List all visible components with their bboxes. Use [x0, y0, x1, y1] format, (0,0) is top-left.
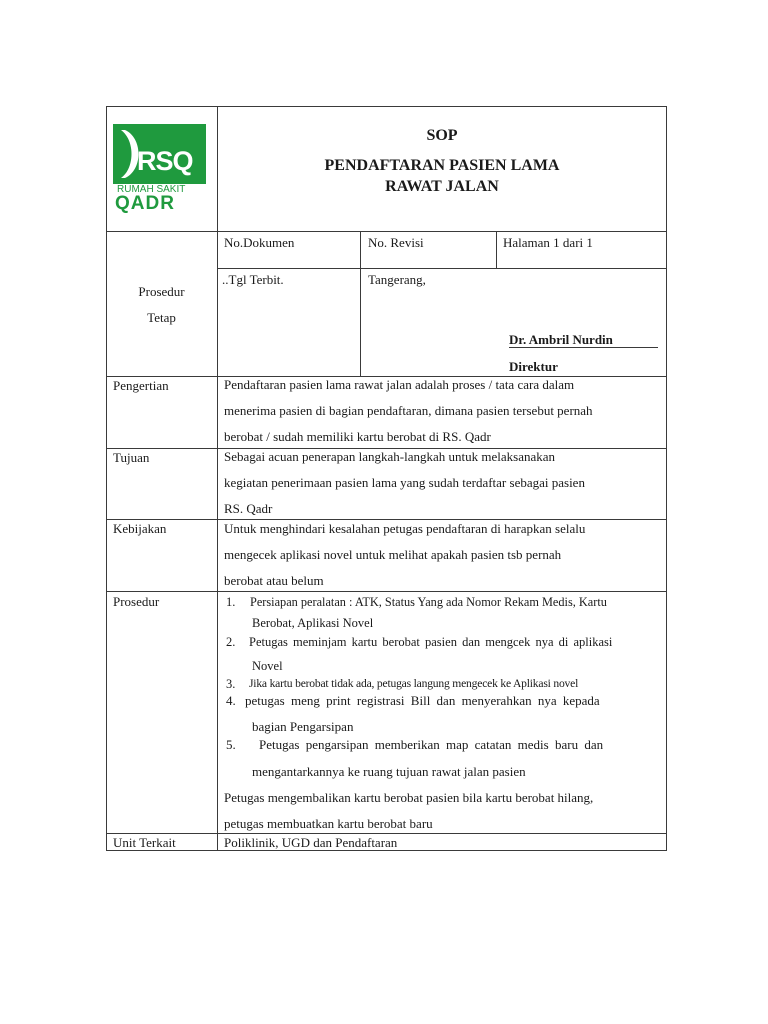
step-1-line-1: Persiapan peralatan : ATK, Status Yang ada Nomor Rekam Medis, Kartu	[250, 595, 607, 609]
step-5-line-1: Petugas pengarsipan memberikan map catatan medis baru dan	[259, 737, 604, 752]
signer-title: Direktur	[509, 359, 558, 374]
tujuan-line-3: RS. Qadr	[224, 501, 273, 516]
header-bottom-line	[106, 231, 667, 232]
unit-terkait-label: Unit Terkait	[113, 835, 176, 850]
title-line-2: RAWAT JALAN	[385, 178, 499, 195]
step-4-num: 4.	[226, 693, 236, 708]
table-border-left	[106, 106, 107, 851]
hospital-logo	[113, 124, 206, 214]
kebijakan-line-3: berobat atau belum	[224, 573, 324, 588]
step-4-line-2: bagian Pengarsipan	[252, 719, 354, 734]
step-2-line-1: Petugas meminjam kartu berobat pasien dan mengcek nya di aplikasi	[249, 635, 613, 649]
step-2-line-2: Novel	[252, 659, 283, 673]
signer-name: Dr. Ambril Nurdin	[509, 332, 613, 347]
logo-line2: QADR	[115, 193, 175, 214]
title-line-1: PENDAFTARAN PASIEN LAMA	[324, 157, 560, 174]
tujuan-line-1: Sebagai acuan penerapan langkah-langkah untuk melaksanakan	[224, 449, 555, 464]
step-4-line-1: petugas meng print registrasi Bill dan menyerahkan nya kepada	[245, 693, 600, 708]
pengertian-text	[224, 372, 593, 450]
prosedur-footer	[224, 785, 593, 837]
prosedur-tetap-label-2: Tetap	[147, 310, 176, 325]
tgl-terbit-label: ..Tgl Terbit.	[222, 272, 284, 287]
step-3-line-1: Jika kartu berobat tidak ada, petugas langung mengecek ke Aplikasi novel	[249, 677, 579, 690]
step-3-num: 3.	[226, 677, 236, 691]
table-border-right	[666, 106, 667, 851]
meta-row-line	[217, 268, 667, 269]
meta-divider-1	[360, 231, 361, 269]
pengertian-line-2: menerima pasien di bagian pendaftaran, dimana pasien tersebut pernah	[224, 403, 593, 418]
step-1-num: 1.	[226, 595, 236, 609]
tujuan-line-2: kegiatan penerimaan pasien lama yang sudah terdaftar sebagai pasien	[224, 475, 585, 490]
kebijakan-label: Kebijakan	[113, 521, 167, 536]
tempat-label: Tangerang,	[368, 272, 426, 287]
pengertian-label: Pengertian	[113, 378, 169, 393]
kebijakan-text	[224, 516, 585, 594]
prosedur-footer-line-1: Petugas mengembalikan kartu berobat pasien bila kartu berobat hilang,	[224, 790, 594, 805]
prosedur-label: Prosedur	[113, 594, 160, 609]
title-sop: SOP	[426, 127, 458, 144]
step-1-line-2: Berobat, Aplikasi Novel	[252, 616, 374, 630]
kebijakan-line-1: Untuk menghindari kesalahan petugas pendaftaran di harapkan selalu	[224, 521, 586, 536]
unit-terkait-value: Poliklinik, UGD dan Pendaftaran	[224, 835, 398, 850]
tujuan-text	[224, 444, 585, 522]
pengertian-line-3: berobat / sudah memiliki kartu berobat di RS. Qadr	[224, 429, 491, 444]
logo-mark: RSQ	[137, 146, 193, 176]
table-column-divider	[217, 106, 218, 851]
tujuan-label: Tujuan	[113, 450, 150, 465]
meta-divider-2	[496, 231, 497, 269]
meta-divider-3	[360, 269, 361, 376]
halaman-label: Halaman 1 dari 1	[503, 235, 593, 250]
no-dokumen-label: No.Dokumen	[224, 235, 295, 250]
step-5-line-2: mengantarkannya ke ruang tujuan rawat jalan pasien	[252, 764, 526, 779]
step-5-num: 5.	[226, 737, 236, 752]
signer-underline	[509, 347, 658, 348]
no-revisi-label: No. Revisi	[368, 235, 424, 250]
prosedur-footer-line-2: petugas membuatkan kartu berobat baru	[224, 816, 433, 831]
pengertian-line-1: Pendaftaran pasien lama rawat jalan adalah proses / tata cara dalam	[224, 377, 575, 392]
kebijakan-line-2: mengecek aplikasi novel untuk melihat apakah pasien tsb pernah	[224, 547, 562, 562]
prosedur-tetap-label-1: Prosedur	[138, 284, 185, 299]
logo-line1: RUMAH SAKIT	[117, 184, 186, 195]
table-border-top	[106, 106, 667, 107]
step-2-num: 2.	[226, 635, 236, 649]
